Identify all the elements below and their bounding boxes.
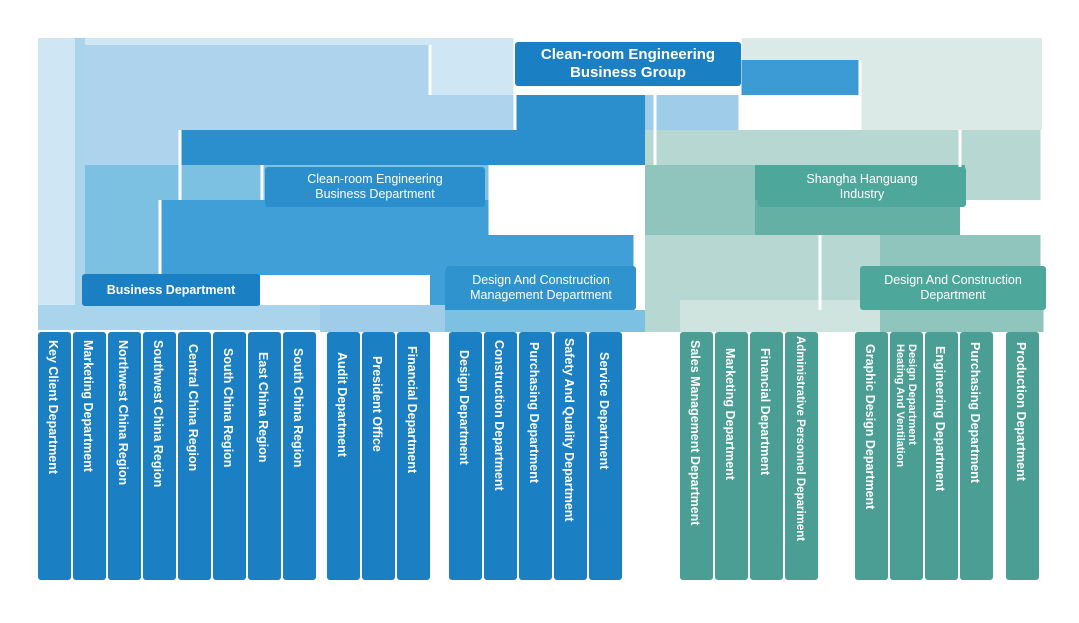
leaf-central-china-region[interactable] <box>178 332 211 580</box>
leaf-sales-management-department[interactable] <box>680 332 713 580</box>
node-design-construction-management-department[interactable] <box>446 266 636 310</box>
leaf-president-office[interactable] <box>362 332 395 580</box>
leaf-south-china-region-2-label: South China Region <box>291 348 305 468</box>
node-design-construction-department[interactable] <box>860 266 1046 310</box>
node-root[interactable] <box>515 42 741 86</box>
leaf-marketing-department-shi[interactable] <box>715 332 748 580</box>
node-cebd-label: Clean-room Engineering Business Department <box>307 172 443 201</box>
leaf-heating-and-ventilation-design-department-label-line1: Heating And Ventilation <box>894 344 906 468</box>
leaf-marketing-department-shi-label: Marketing Department <box>723 348 737 480</box>
leaf-marketing-department-bd-label: Marketing Department <box>81 340 95 472</box>
leaf-south-china-region-1-label: South China Region <box>221 348 235 468</box>
node-dcmd-label: Design And Construction Management Department <box>470 273 612 302</box>
leaf-financial-department-cebd[interactable] <box>397 332 430 580</box>
leaf-southwest-china-region-label: Southwest China Region <box>151 340 165 488</box>
node-root-label: Clean-room Engineering Business Group <box>540 46 716 81</box>
leaf-sales-management-department-label: Sales Management Department <box>688 340 702 526</box>
leaf-key-client-department-label: Key Client Department <box>46 340 60 475</box>
leaf-construction-department[interactable] <box>484 332 517 580</box>
leaf-financial-department-shi-label: Financial Department <box>758 348 772 476</box>
leaf-service-department-label: Service Department <box>597 352 611 470</box>
leaf-purchasing-department-dcd[interactable] <box>960 332 993 580</box>
leaf-central-china-region-label: Central China Region <box>186 344 200 472</box>
node-shi-label: Shangha Hanguang Industry <box>806 172 918 201</box>
leaf-south-china-region-2[interactable] <box>283 332 316 580</box>
leaf-audit-department-label: Audit Department <box>335 352 349 457</box>
leaf-design-department-label: Design Department <box>457 350 471 465</box>
leaf-construction-department-label: Construction Department <box>492 340 506 491</box>
leaf-engineering-department[interactable] <box>925 332 958 580</box>
leaf-east-china-region-label: East China Region <box>256 352 270 463</box>
leaf-graphic-design-department-label: Graphic Design Department <box>863 344 877 510</box>
leaf-northwest-china-region[interactable] <box>108 332 141 580</box>
node-bd-label: Business Department <box>106 282 236 297</box>
leaf-safety-and-quality-department[interactable] <box>554 332 587 580</box>
leaf-purchasing-department-dcmd-label: Purchasing Department <box>527 342 541 484</box>
leaf-purchasing-department-dcd-label: Purchasing Department <box>968 342 982 484</box>
leaf-audit-department[interactable] <box>327 332 360 580</box>
leaf-southwest-china-region[interactable] <box>143 332 176 580</box>
leaf-financial-department-shi[interactable] <box>750 332 783 580</box>
leaf-president-office-label: President Office <box>370 356 384 452</box>
leaf-connectors <box>38 318 1044 332</box>
leaf-safety-and-quality-department-label: Safety And Quality Department <box>562 338 576 522</box>
leaf-administrative-personnel-department-label: Administrative Personnel Depariment <box>794 336 806 542</box>
leaf-east-china-region[interactable] <box>248 332 281 580</box>
leaf-administrative-personnel-department[interactable] <box>785 332 818 580</box>
leaf-northwest-china-region-label: Northwest China Region <box>116 340 130 486</box>
node-cleanroom-engineering-business-department[interactable] <box>265 167 485 207</box>
leaf-engineering-department-label: Engineering Department <box>933 346 947 492</box>
leaf-purchasing-department-dcmd[interactable] <box>519 332 552 580</box>
leaf-production-department-label: Production Department <box>1014 342 1028 481</box>
leaf-graphic-design-department[interactable] <box>855 332 888 580</box>
leaf-marketing-department-bd[interactable] <box>73 332 106 580</box>
leaf-heating-and-ventilation-design-department-label-line2: Design Department <box>906 344 918 445</box>
node-business-department[interactable] <box>82 274 260 306</box>
leaf-service-department[interactable] <box>589 332 622 580</box>
leaf-production-department[interactable] <box>1006 332 1039 580</box>
leaf-design-department[interactable] <box>449 332 482 580</box>
leaf-financial-department-cebd-label: Financial Department <box>405 346 419 474</box>
leaf-heating-and-ventilation-design-department[interactable] <box>890 332 923 580</box>
node-dcd-label: Design And Construction Department <box>884 273 1022 302</box>
leaf-south-china-region-1[interactable] <box>213 332 246 580</box>
leaf-key-client-department[interactable] <box>38 332 71 580</box>
node-shangha-hanguang-industry[interactable] <box>758 167 966 207</box>
